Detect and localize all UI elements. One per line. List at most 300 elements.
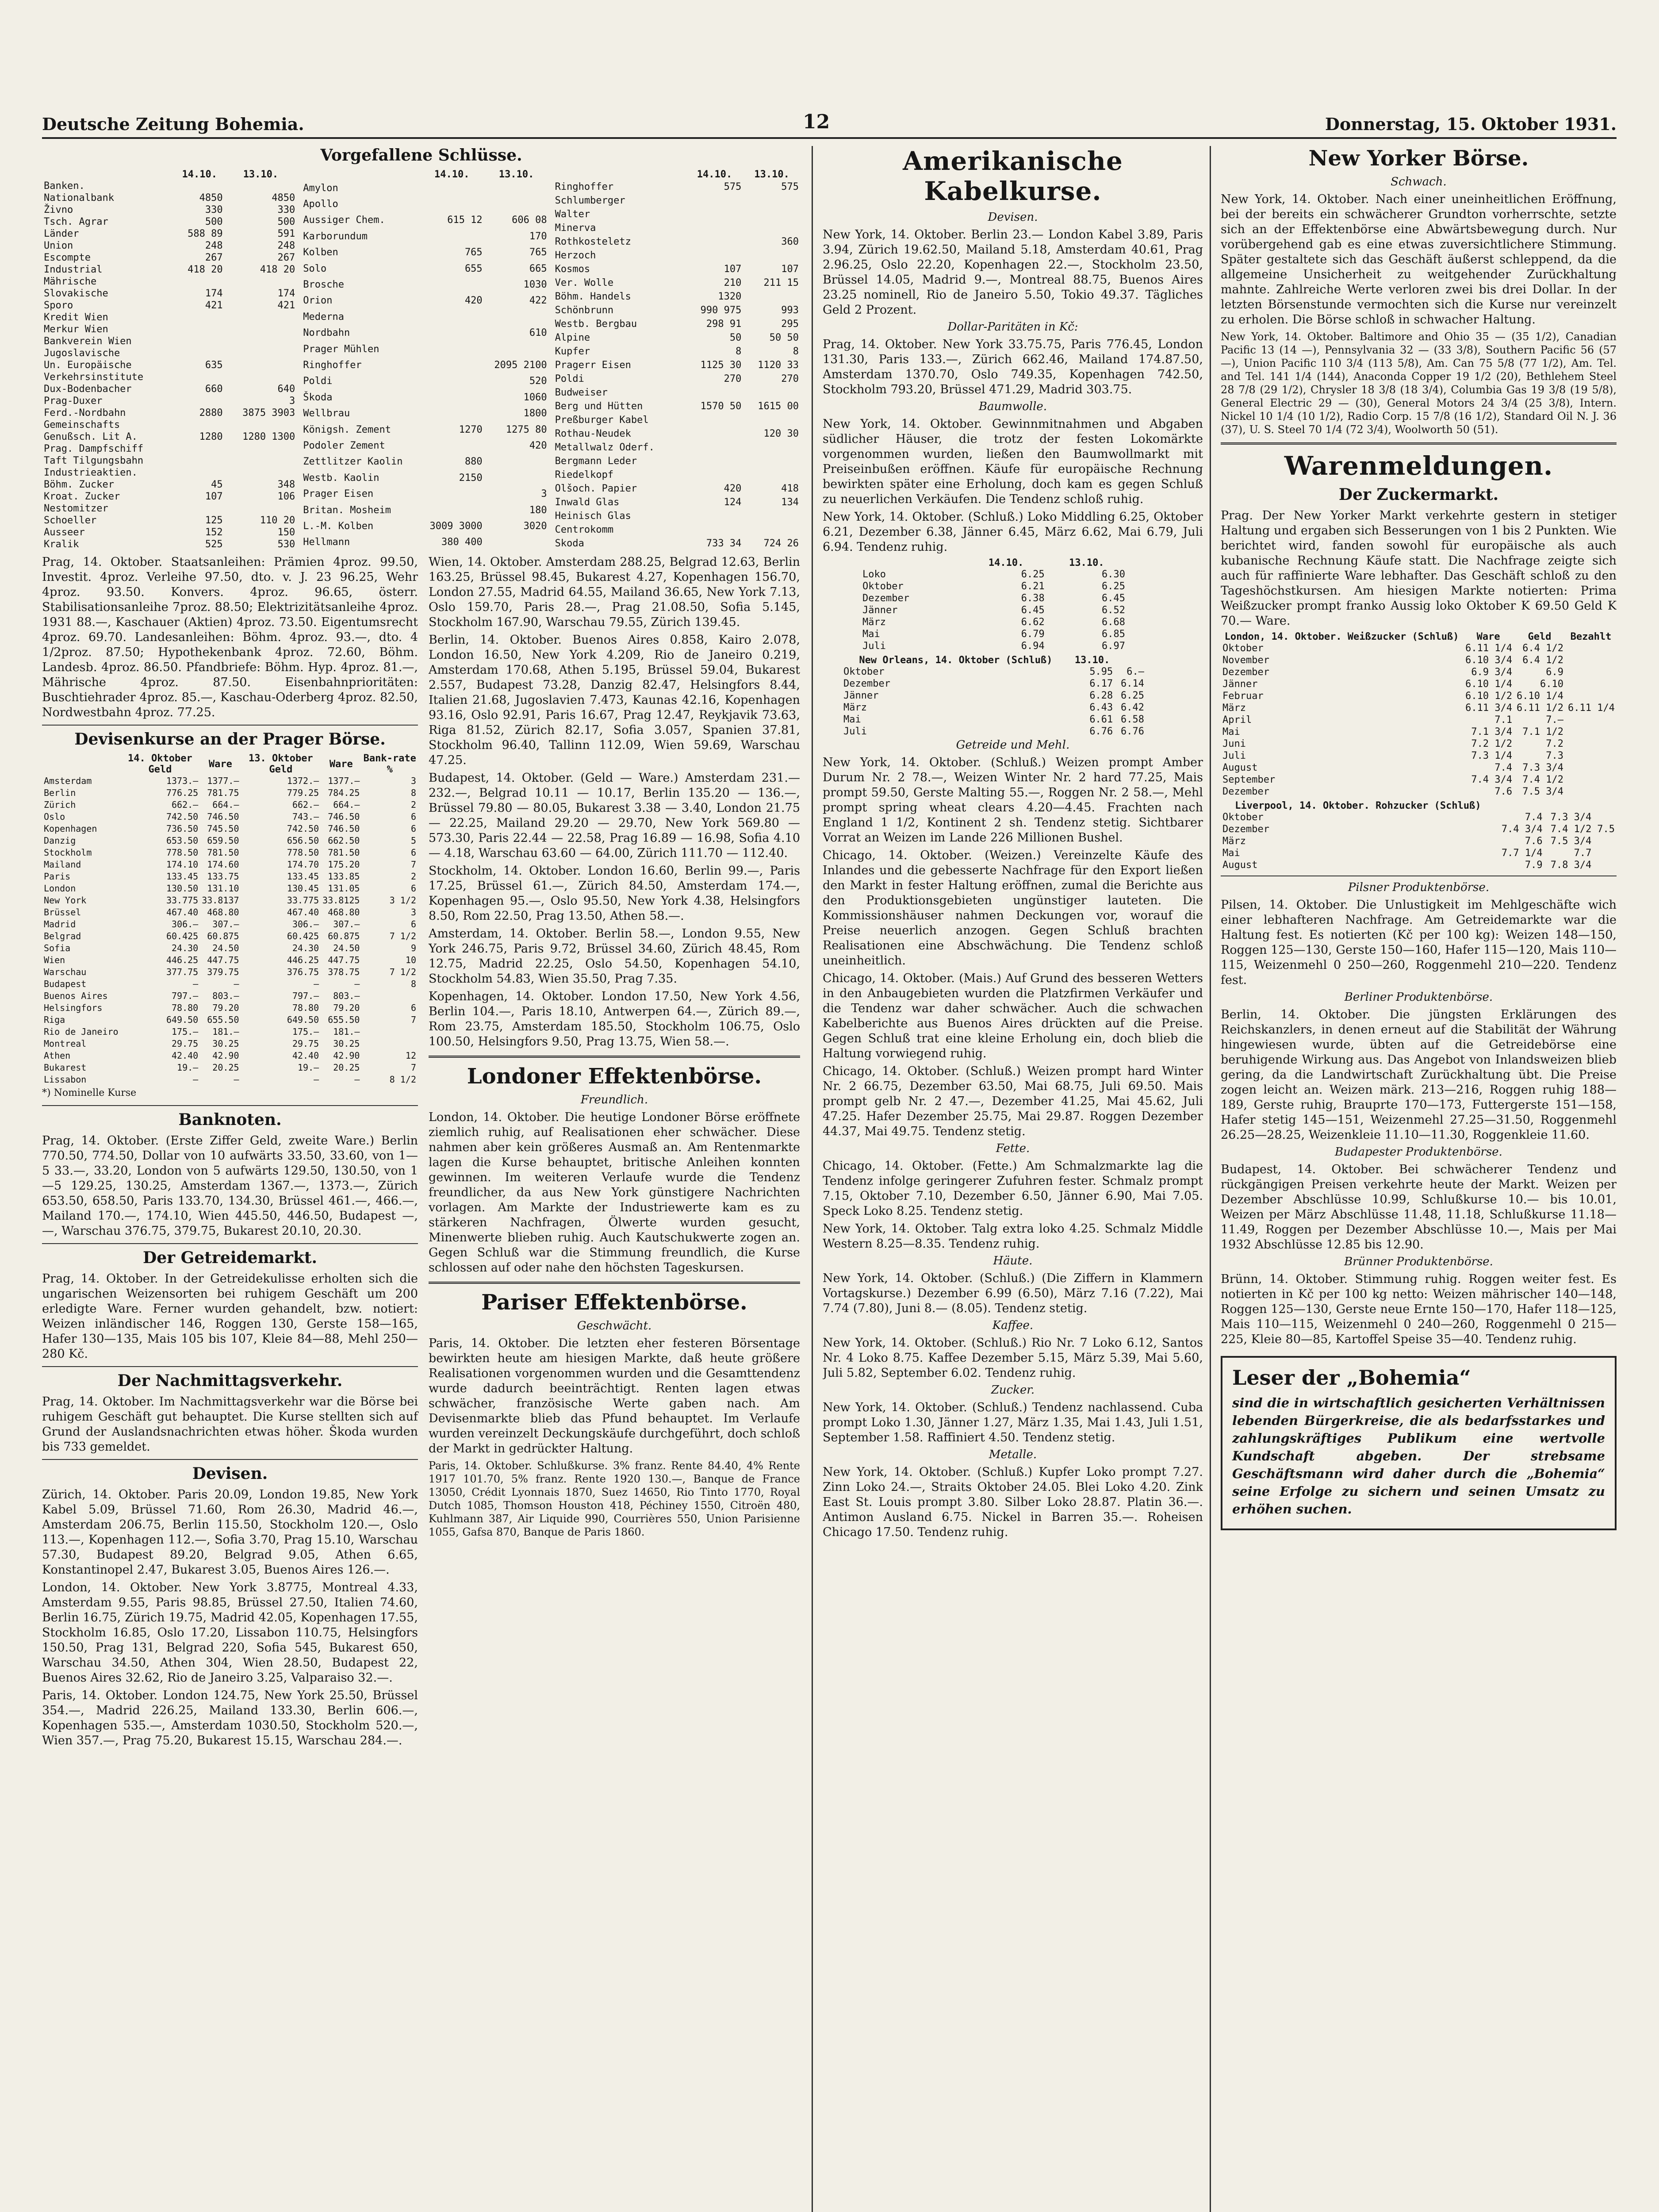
kaffee-text: New York, 14. Oktober. (Schluß.) Rio Nr. 7 Loko 6.12, Santos Nr. 4 Loko 8.75. Kaffee Dezember 5.15, März 5.39, Mai 5.60, Juli 5.82, September 6.02. Tendenz ruhig.	[823, 1336, 1203, 1380]
row-value: 60.875	[207, 931, 239, 941]
zucker-title: Zucker.	[991, 1383, 1035, 1397]
devisen-row	[42, 1026, 418, 1038]
devisen-title: Devisenkurse an der Prager Börse.	[74, 730, 386, 749]
row-value: 7.2 1/2	[1471, 738, 1513, 749]
row-label: Berg und Hütten	[555, 401, 643, 412]
devisen-row	[42, 954, 418, 966]
kaffee-title: Kaffee.	[992, 1319, 1034, 1332]
cotton-row	[861, 616, 1127, 628]
row-value: 79.20	[212, 1002, 239, 1013]
stock-row	[42, 180, 297, 192]
nyb-subtitle: Schwach.	[1391, 175, 1447, 188]
row-label: Loko	[862, 569, 886, 580]
ny-devisen-text: New York, 14. Oktober. Berlin 23.— London Kabel 3.89, Paris 3.94, Zürich 19.62.50, Mailand 5.18, Amsterdam 40.61, Prag 2.96.25, Oslo 22.20, Kopenhagen 22.—, Stockholm 23.50, Brüssel 14.05, Madrid 9.—, Montreal 88.75, Buenos Aires 23.25 nominell, Rio de Janeiro 5.50, Tokio 49.37. Tägliches Geld 2 Prozent.	[823, 228, 1203, 317]
row-label: Böhm. Handels	[555, 291, 631, 302]
devisen-row	[42, 835, 418, 847]
row-value: 2	[410, 871, 416, 882]
issue-date: Donnerstag, 15. Oktober 1931.	[1325, 114, 1617, 134]
row-label: Helsingfors	[44, 1002, 103, 1013]
stock-row	[301, 245, 548, 261]
row-value	[420, 180, 484, 196]
stock-row	[553, 207, 801, 221]
row-value: 724 26	[763, 538, 799, 549]
row-value	[1565, 714, 1617, 726]
row-value: 655	[464, 263, 483, 274]
devisen-row	[42, 823, 418, 835]
row-value: 610	[529, 327, 547, 339]
new-yorker-boerse-title: New Yorker Börse.	[1308, 146, 1529, 171]
zuckermarkt-text: Prag. Der New Yorker Markt verkehrte gestern in stetiger Haltung und ergaben sich Besserungen von 1 bis 2 Punkten. Wie berichtet wird, fanden sowohl für europäische als auch kubanische Rechnung Käufe statt. Die Nachfrage zeigte sich auch für raffinierte Ware lebhafter. Das Geschäft schloß zu den Tageshöchstkursen. Am hiesigen Markte notierten: Prima Weißzucker prompt franko Aussig loko Oktober K 69.50 Geld K 70.— Ware.	[1221, 509, 1617, 628]
row-value: 6.30	[1102, 569, 1125, 580]
row-value: 649.50	[166, 1014, 199, 1025]
row-value: 7	[410, 1014, 416, 1025]
row-value: —	[193, 1074, 199, 1085]
stock-row	[42, 407, 297, 419]
row-value: 418 20	[260, 264, 295, 275]
row-value: 30.25	[333, 1038, 360, 1049]
row-value	[1565, 642, 1617, 654]
london-devisen: London, 14. Oktober. New York 3.8775, Montreal 4.33, Amsterdam 9.55, Paris 98.85, Brüssel 27.50, Italien 74.60, Berlin 16.75, Zürich 19.75, Madrid 42.05, Kopenhagen 17.55, Stockholm 16.85, Oslo 17.20, Lissabon 110.75, Helsingfors 150.50, Prag 131, Belgrad 220, Sofia 545, Bukarest 650, Warschau 34.50, Athen 304, Wien 28.50, Budapest 22, Buenos Aires 32.62, Rio de Janeiro 3.25, Valparaiso 32.—.	[42, 1581, 418, 1685]
row-value: 6.38	[1021, 593, 1045, 604]
row-value: 6.—	[1126, 666, 1144, 677]
row-label: Prager Eisen	[303, 488, 374, 500]
stock-row	[553, 454, 801, 468]
stock-row	[301, 357, 548, 373]
row-label: Slovakische	[44, 288, 108, 299]
row-value	[175, 419, 225, 431]
london-zucker-table	[1221, 631, 1617, 798]
row-label: Mailand	[44, 859, 81, 870]
row-value: 42.40	[172, 1050, 199, 1061]
row-value: 42.90	[333, 1050, 360, 1061]
row-value: —	[354, 1074, 360, 1085]
column-header	[42, 753, 120, 775]
row-value: 7.3 3/4	[1522, 762, 1564, 773]
row-value: 330	[205, 204, 223, 215]
row-value: 174	[277, 288, 295, 299]
row-label: Westb. Kaolin	[303, 472, 379, 484]
row-value	[225, 455, 297, 467]
row-value: 6.4 1/2	[1522, 655, 1564, 666]
zuckermarkt-title: Der Zuckermarkt.	[1338, 485, 1499, 504]
row-label: Oktober	[1222, 643, 1264, 654]
row-label: Zürich	[44, 799, 76, 810]
zucker-row	[1221, 750, 1617, 762]
lower-area	[42, 555, 801, 1751]
stock-row	[553, 249, 801, 262]
row-label: Danzig	[44, 835, 76, 846]
zucker-row	[1221, 642, 1617, 654]
row-value: 6.97	[1102, 641, 1125, 652]
row-value: 803.—	[333, 991, 360, 1001]
row-value: 380 400	[441, 537, 483, 548]
row-label: Un. Europäische	[44, 360, 132, 371]
row-label: September	[1222, 774, 1276, 785]
row-value: 525	[205, 539, 223, 550]
row-value: 778.50	[287, 847, 319, 858]
row-value: 6.17	[1089, 678, 1113, 689]
lower-right	[429, 555, 800, 1751]
row-value	[175, 347, 225, 359]
row-value	[225, 335, 297, 347]
stock-row	[301, 276, 548, 292]
getreide-mehl-text: New York, 14. Oktober. (Schluß.) Weizen prompt Amber Durum Nr. 2 78.—, Weizen Winter Nr. 2 hard 77.25, Mais prompt 59.50, Gerste Malting 55.—, Roggen Nr. 2 58.—, Mehl prompt spring wheat clears 4.20—4.45. Frachten nach England 1 1/2, Kontinent 2 sh. Tendenz stetig. Sichtbarer Vorrat an Weizen im Lande 226 Millionen Bushel.	[823, 756, 1203, 845]
stock-row	[553, 509, 801, 523]
row-value: 4850	[272, 192, 295, 204]
row-label: Olšoch. Papier	[555, 483, 637, 494]
stock-row	[42, 383, 297, 395]
devisen-row	[42, 990, 418, 1002]
row-value: 79.20	[333, 1002, 360, 1013]
stock-row	[553, 386, 801, 399]
devisen-row	[42, 906, 418, 918]
row-value: 50	[729, 332, 742, 343]
row-value: 133.75	[207, 871, 239, 882]
stock-row	[553, 358, 801, 372]
row-value: 1377.—	[207, 776, 239, 786]
banknoten-title: Banknoten.	[178, 1110, 282, 1129]
liverpool-row	[1221, 823, 1617, 835]
row-value: 33.775	[166, 895, 199, 906]
row-value: 6.10 1/2	[1465, 691, 1513, 702]
devisen-subtitle: Devisen.	[988, 211, 1038, 224]
column-header: 13. Oktober Geld	[248, 753, 313, 775]
row-value: 12	[405, 1050, 416, 1061]
row-value	[225, 347, 297, 359]
row-label: Budweiser	[555, 387, 608, 398]
row-value: 8	[410, 787, 416, 798]
row-label: Podoler Zement	[303, 440, 385, 451]
row-value: 7.8 3/4	[1550, 860, 1592, 871]
stock-row	[553, 221, 801, 235]
getreidemarkt-text: Prag, 14. Oktober. In der Getreidekulisse erholten sich die ungarischen Weizensorten bei ruhigem Geschäft um 200 erledigte Ware. Ferner wurden gehandelt, bzw. notiert: Weizen inländischer 146, Roggen 130, Gerste 158—165, Hafer 130—135, Mais 105 bis 107, Kleie 84—88, Mehl 250—280 Kč.	[42, 1272, 418, 1361]
row-value	[420, 389, 484, 405]
row-value: 7.9	[1525, 860, 1543, 871]
row-value: 420	[529, 440, 547, 451]
column-header: 14.10.	[988, 557, 1024, 568]
row-label: August	[1222, 762, 1258, 773]
zucker-row	[1221, 678, 1617, 690]
devisen-row	[42, 978, 418, 990]
orleans-table	[842, 655, 1146, 737]
row-value	[175, 180, 225, 192]
row-label: Pragerr Eisen	[555, 360, 631, 371]
pariser-kurse: Paris, 14. Oktober. Schlußkurse. 3% franz. Rente 84.40, 4% Rente 1917 101.70, 5% franz. Rente 1920 130.—, Banque de France 13050, Crédit Lyonnais 1870, Suez 14650, Rio Tinto 1770, Royal Dutch 1085, Thomson Houston 418, Péchiney 1550, Citroën 480, Kuhlmann 387, Air Liquide 990, Courrières 550, Union Parisienne 1055, Gafsa 870, Banque de Paris 1860.	[429, 1459, 800, 1538]
row-value: 8	[793, 346, 799, 357]
devisen-row	[42, 1002, 418, 1014]
stock-row	[553, 331, 801, 345]
row-value: 7.4 3/4	[1501, 824, 1543, 835]
stock-row	[553, 537, 801, 550]
row-label: Dezember	[1222, 824, 1269, 835]
date-header: 14.10.	[697, 169, 732, 180]
getreidemarkt-title: Der Getreidemarkt.	[142, 1248, 317, 1267]
row-value: 575	[781, 181, 799, 192]
nachmittagsverkehr-text: Prag, 14. Oktober. Im Nachmittagsverkehr war die Börse bei ruhigem Geschäft gut behauptet. Die Kurse stellten sich auf Grund der Auslandsnachrichten etwas höher. Škoda wurden bis 733 gemeldet.	[42, 1395, 418, 1454]
row-label: Banken.	[44, 180, 85, 192]
londoner-text: London, 14. Oktober. Die heutige Londoner Börse eröffnete ziemlich ruhig, auf Realisationen eher schwächer. Diese nahmen aber kein größeres Ausmaß an. Am Rentenmarkte lagen die Kurse behauptet, britische Anleihen konnten gewinnen. Im weiteren Verlaufe wurde die Tendenz freundlicher, da aus New York günstigere Nachrichten vorlagen. Am Markte der Industriewerte kam es zu stärkeren Nachfragen, Ölwerte wurden gesucht, Minenwerte blieben ruhig. Auch Kautschukwerte zogen an. Gegen Schluß war die Stimmung freundlich, die Kurse schlossen auf oder nahe den höchsten Tageskursen.	[429, 1110, 800, 1275]
row-value	[225, 467, 297, 479]
row-value	[420, 196, 484, 212]
stock-row	[553, 345, 801, 358]
row-value: 6.11 1/4	[1568, 703, 1615, 714]
row-value: 7 1/2	[389, 967, 416, 977]
row-value: 665	[529, 263, 547, 274]
budapester-text: Budapest, 14. Oktober. Bei schwächerer Tendenz und rückgängigen Preisen verkehrte heute der Markt. Weizen per Dezember Abschlüsse 10.99, Schlußkurse 10.— bis 10.01, Weizen per März Abschlüsse 11.48, 11.18, Schlußkurse 11.18—11.49, Roggen per Dezember Abschlüsse 10.—, Mais per Mai 1932 Abschlüsse 12.85 bis 12.90.	[1221, 1163, 1617, 1252]
row-value: 5.95	[1089, 666, 1113, 677]
column-header: Bezahlt	[1570, 631, 1612, 642]
row-value: 125	[205, 515, 223, 526]
devisen-row	[42, 787, 418, 799]
row-value	[484, 196, 549, 212]
row-label: Aussiger Chem.	[303, 215, 385, 226]
row-value: 1320	[718, 291, 742, 302]
wien-devisen: Wien, 14. Oktober. Amsterdam 288.25, Belgrad 12.63, Berlin 163.25, Brüssel 98.45, Bukarest 4.27, Kopenhagen 156.70, London 27.55, Madrid 64.55, Mailand 36.65, New York 7.13, Oslo 159.70, Paris 28.—, Prag 21.08.50, Sofia 5.145, Stockholm 167.90, Warschau 79.55, Zürich 139.45.	[429, 555, 800, 629]
row-value: 7.1 1/2	[1522, 726, 1564, 737]
row-label: Genußsch. Lit A.	[44, 431, 138, 442]
stock-row	[301, 518, 548, 534]
row-value: 2880	[199, 407, 223, 419]
row-value: 530	[277, 539, 295, 550]
row-label: Kopenhagen	[44, 823, 97, 834]
row-value: 6.11 1/2	[1517, 703, 1564, 714]
row-value: 78.80	[172, 1002, 199, 1013]
stock-row	[553, 413, 801, 427]
row-value: 248	[205, 240, 223, 251]
zucker-row	[1221, 738, 1617, 750]
stock-row	[301, 470, 548, 486]
devisen-table	[42, 753, 418, 1086]
row-value: 635	[205, 360, 223, 371]
row-value: 7.6	[1525, 836, 1543, 847]
row-label: Inwald Glas	[555, 497, 620, 508]
stock-row	[42, 300, 297, 311]
row-label: Minerva	[555, 223, 596, 234]
date-header: 14.10.	[182, 169, 218, 180]
stock-row	[553, 523, 801, 537]
zucker-row	[1221, 702, 1617, 714]
row-value: 421	[205, 300, 223, 311]
row-value: 267	[205, 252, 223, 263]
row-value: 776.25	[166, 787, 199, 798]
row-value: 175.20	[328, 859, 360, 870]
row-value: 6.52	[1102, 605, 1125, 616]
liverpool-row	[1221, 859, 1617, 871]
row-value	[1565, 726, 1617, 738]
row-label: Poldi	[303, 376, 333, 387]
row-label: Hellmann	[303, 537, 350, 548]
row-value	[743, 221, 801, 235]
row-value: 1060	[523, 392, 547, 403]
row-value	[686, 468, 743, 482]
bruenner-title: Brünner Produktenbörse.	[1344, 1255, 1493, 1268]
row-value	[175, 443, 225, 455]
row-label: Riedelkopf	[555, 469, 614, 480]
stock-row	[553, 194, 801, 207]
row-value: 3875 3903	[242, 407, 295, 419]
stock-row	[42, 455, 297, 467]
row-value: 746.50	[328, 823, 360, 834]
row-value: —	[314, 979, 319, 989]
row-value: 7.3 3/4	[1550, 812, 1592, 823]
londoner-effektenboerse-title: Londoner Effektenbörse.	[467, 1064, 762, 1089]
row-label: Mai	[843, 714, 861, 725]
kopenhagen-devisen: Kopenhagen, 14. Oktober. London 17.50, New York 4.56, Berlin 104.—, Paris 18.10, Antwerpen 64.—, Zürich 89.—, Rom 23.75, Amsterdam 185.50, Stockholm 106.75, Oslo 100.50, Helsingfors 9.50, Prag 13.75, Wien 58.—.	[429, 990, 800, 1048]
stock-row	[42, 276, 297, 288]
row-label: Nestomitzer	[44, 503, 108, 514]
row-value: 3	[289, 396, 295, 407]
row-value: 9	[410, 943, 416, 953]
row-value	[1593, 859, 1617, 871]
row-value: 211 15	[763, 277, 799, 288]
row-label: März	[862, 617, 886, 628]
row-value: 6.76	[1121, 726, 1144, 737]
row-value	[420, 438, 484, 453]
row-value: 60.875	[328, 931, 360, 941]
row-value	[1593, 847, 1617, 859]
row-value	[686, 207, 743, 221]
berliner-text: Berlin, 14. Oktober. Die jüngsten Erklärungen des Reichskanzlers, in denen erneut auf die Stabilität der Währung hingewiesen wurde, übten auf die Getreidebörse eine beruhigende Wirkung aus. Das Angebot von Inlandsweizen blieb gering, da die Landwirtschaft Zurückhaltung übt. Die Preise zogen leicht an. Weizen märk. 213—216, Roggen ruhig 188—189, Gerste ruhig, Brauprte 170—173, Futtergerste 151—158, Hafer stetig 145—151, Weizenmehl 27.25—31.50, Roggenmehl 26.25—28.25, Weizenkleie 11.10—11.30, Roggenkleie 11.60.	[1221, 1008, 1617, 1142]
row-value	[361, 1038, 418, 1050]
row-value: 990 975	[700, 305, 742, 316]
row-value: 29.75	[292, 1038, 319, 1049]
row-value: 6.28	[1089, 690, 1113, 701]
row-value: 468.80	[207, 907, 239, 918]
row-value: 765	[529, 247, 547, 258]
row-label: Metallwalz Oderf.	[555, 442, 655, 453]
row-value: 6.68	[1102, 617, 1125, 628]
row-value: 6	[410, 919, 416, 929]
newspaper-name: Deutsche Zeitung Bohemia.	[42, 114, 304, 134]
row-value: 6.11 1/4	[1465, 643, 1513, 654]
row-value: 797.—	[292, 991, 319, 1001]
row-label: Montreal	[44, 1038, 87, 1049]
row-value: 422	[529, 295, 547, 307]
row-value	[420, 276, 484, 292]
row-value: 306.—	[292, 919, 319, 929]
row-label: August	[1222, 860, 1258, 871]
baumwolle-title: Baumwolle.	[978, 400, 1047, 413]
row-value	[686, 441, 743, 454]
stock-row	[553, 482, 801, 495]
row-value	[225, 371, 297, 383]
row-value	[484, 180, 549, 196]
row-value	[175, 371, 225, 383]
row-value: 42.90	[212, 1050, 239, 1061]
row-value: 8 1/2	[389, 1074, 416, 1085]
row-label: Mährische	[44, 276, 97, 287]
cotton-row	[861, 568, 1127, 580]
row-value: 743.—	[292, 811, 319, 822]
column-header: 13.10.	[1074, 655, 1110, 666]
row-value: 174.10	[166, 859, 199, 870]
row-value	[1593, 835, 1617, 847]
row-value: 591	[277, 228, 295, 239]
row-value	[686, 427, 743, 441]
stock-row	[301, 373, 548, 389]
row-value: 1800	[523, 408, 547, 419]
row-value: 174	[205, 288, 223, 299]
stock-row	[42, 526, 297, 538]
row-value: 181.—	[333, 1026, 360, 1037]
row-value: 6.62	[1021, 617, 1045, 628]
row-label: Juli	[843, 726, 867, 737]
row-value: 7.5 3/4	[1522, 786, 1564, 797]
row-value: 107	[781, 264, 799, 275]
row-label: Apollo	[303, 199, 338, 210]
row-value: 7.1 3/4	[1471, 726, 1513, 737]
stock-row	[553, 495, 801, 509]
devisen-row	[42, 1038, 418, 1050]
row-label: Nationalbank	[44, 192, 114, 204]
row-label: Ver. Wolle	[555, 277, 614, 288]
row-value: 7.6	[1494, 786, 1513, 797]
row-label: Oktober	[843, 666, 885, 677]
row-label: Alpine	[555, 332, 590, 343]
row-label: Juni	[1222, 738, 1246, 749]
row-value: 1270	[459, 424, 483, 435]
row-label: Oktober	[862, 581, 904, 592]
row-value: 6.9 3/4	[1471, 667, 1513, 678]
stock-row	[301, 438, 548, 453]
row-value: 6.25	[1021, 569, 1045, 580]
row-value: 880	[464, 456, 483, 468]
row-label: New York	[44, 895, 87, 906]
baumwolle-schluss: New York, 14. Oktober. (Schluß.) Loko Middling 6.25, Oktober 6.21, Dezember 6.38, Jänner 6.45, März 6.62, Mai 6.79, Juli 6.94. Tendenz ruhig.	[823, 510, 1203, 554]
row-value: 348	[277, 479, 295, 490]
row-value: 29.75	[172, 1038, 199, 1049]
row-value	[1565, 774, 1617, 786]
row-value	[484, 309, 549, 325]
stock-row	[301, 196, 548, 212]
row-value: 6.10 1/4	[1465, 679, 1513, 690]
row-value: 993	[781, 305, 799, 316]
zucker-row	[1221, 786, 1617, 798]
stock-table-banks	[42, 169, 297, 550]
row-value: 6.4 1/2	[1522, 643, 1564, 654]
row-label: Länder	[44, 228, 79, 239]
row-value: 7.1	[1494, 714, 1513, 726]
row-value: 8	[736, 346, 742, 357]
date-header: 13.10.	[243, 169, 279, 180]
row-value: 733 34	[706, 538, 742, 549]
ad-text: sind die in wirtschaftlich gesicherten Verhältnissen lebenden Bürgerkreise, die als bedarfsstarkes und zahlungskräftiges Publikum eine wertvolle Kundschaft abgeben. Der strebsame Geschäftsmann wird daher durch die „Bohemia“ seine Erfolge zu sichern und seinen Umsatz zu erhöhen suchen.	[1232, 1395, 1605, 1517]
row-label: Mederna	[303, 311, 345, 323]
row-label: Sofia	[44, 943, 71, 953]
stock-row	[301, 341, 548, 357]
orleans-row	[842, 690, 1146, 702]
stock-row	[553, 427, 801, 441]
row-value	[420, 325, 484, 341]
stock-row	[553, 372, 801, 386]
row-value: 24.30	[292, 943, 319, 953]
row-value: 606 08	[512, 215, 547, 226]
devisen-row	[42, 859, 418, 871]
devisen-row	[42, 942, 418, 954]
cotton-table	[861, 557, 1127, 652]
row-value: 7.7 1/4	[1501, 848, 1543, 859]
row-value: 133.45	[287, 871, 319, 882]
budapest-devisen: Budapest, 14. Oktober. (Geld — Ware.) Amsterdam 231.— 232.—, Belgrad 10.11 — 10.17, Berlin 135.20 — 136.—, Brüssel 79.80 — 80.05, Bukarest 3.38 — 3.40, London 21.75 — 22.25, Mailand 29.20 — 29.70, New York 569.80 — 573.30, Paris 22.44 — 22.58, Prag 16.89 — 16.98, Sofia 4.10 — 4.18, Warschau 63.60 — 64.00, Zürich 111.70 — 112.40.	[429, 771, 800, 860]
column-header: Liverpool, 14. Oktober. Rohzucker (Schluß)	[1235, 800, 1481, 811]
row-label: Riga	[44, 1014, 65, 1025]
row-value	[1565, 690, 1617, 702]
row-value: 1373.—	[166, 776, 199, 786]
devisen-row	[42, 1074, 418, 1086]
row-value	[1565, 678, 1617, 690]
row-value	[686, 235, 743, 249]
stock-row	[301, 261, 548, 276]
